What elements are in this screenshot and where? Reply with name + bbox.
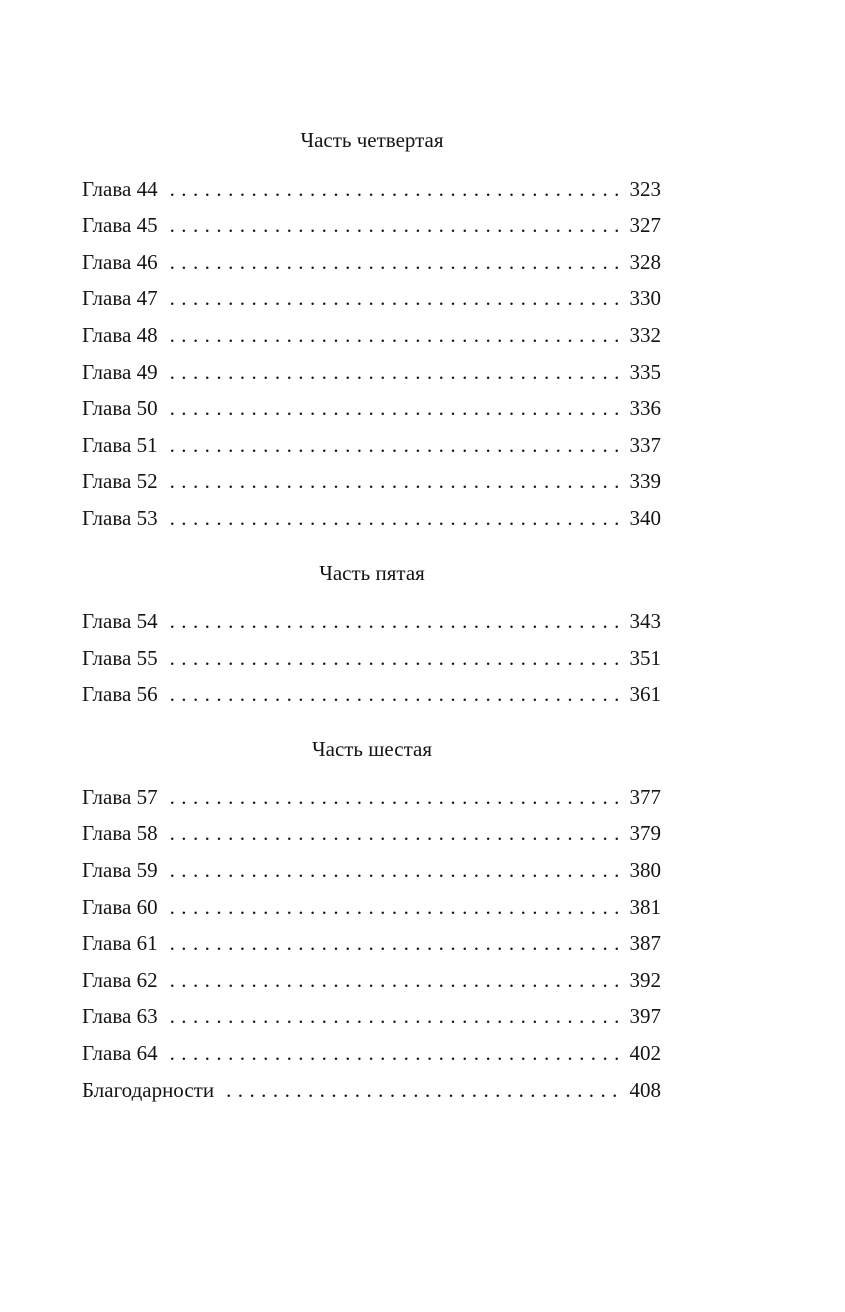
toc-entry-label: Глава 47: [82, 286, 158, 310]
toc-entry-page: 337: [629, 433, 661, 457]
toc-entry[interactable]: [82, 645, 661, 671]
toc-entry-label: Глава 56: [82, 682, 158, 706]
toc-entry-page: 381: [629, 895, 661, 919]
toc-entry-page: 361: [629, 682, 661, 706]
toc-entry[interactable]: [82, 322, 661, 348]
toc-entry-page: 323: [629, 177, 661, 201]
toc-entry-page: 335: [629, 360, 661, 384]
toc-entry-page: 402: [629, 1041, 661, 1065]
dot-leader: [170, 249, 624, 275]
toc-entry-label: Глава 55: [82, 646, 158, 670]
dot-leader: [170, 285, 624, 311]
dot-leader: [170, 505, 624, 531]
toc-entry[interactable]: [82, 857, 661, 883]
toc-entry-label: Глава 52: [82, 469, 158, 493]
toc-entry-page: 397: [629, 1004, 661, 1028]
dot-leader: [170, 645, 624, 671]
toc-entry-page: 380: [629, 858, 661, 882]
toc-entry-page: 379: [629, 821, 661, 845]
toc-entry-label: Глава 63: [82, 1004, 158, 1028]
dot-leader: [170, 322, 624, 348]
toc-entry[interactable]: [82, 285, 661, 311]
toc-entry[interactable]: [82, 212, 661, 238]
toc-entry[interactable]: [82, 468, 661, 494]
toc-entry[interactable]: [82, 608, 661, 634]
toc-entry-label: Глава 61: [82, 931, 158, 955]
toc-entry[interactable]: [82, 432, 661, 458]
toc-entry-page: 340: [629, 506, 661, 530]
toc-entry-page: 336: [629, 396, 661, 420]
toc-entry-page: 377: [629, 785, 661, 809]
dot-leader: [226, 1077, 623, 1103]
toc-entry-label: Глава 59: [82, 858, 158, 882]
dot-leader: [170, 212, 624, 238]
toc-entry-label: Глава 62: [82, 968, 158, 992]
part-title: Часть четвертая: [300, 128, 444, 152]
dot-leader: [170, 820, 624, 846]
dot-leader: [170, 930, 624, 956]
toc-entry-label: Глава 46: [82, 250, 158, 274]
toc-entry-page: 392: [629, 968, 661, 992]
toc-entry-page: 387: [629, 931, 661, 955]
toc-entry-label: Глава 49: [82, 360, 158, 384]
toc-entry[interactable]: [82, 176, 661, 202]
toc-entry-page: 343: [629, 609, 661, 633]
dot-leader: [170, 1040, 624, 1066]
dot-leader: [170, 395, 624, 421]
toc-entry-page: 328: [629, 250, 661, 274]
toc-entry[interactable]: [82, 1040, 661, 1066]
toc-entry[interactable]: [82, 784, 661, 810]
toc-entry-label: Глава 57: [82, 785, 158, 809]
toc-entry-label: Глава 64: [82, 1041, 158, 1065]
dot-leader: [170, 176, 624, 202]
dot-leader: [170, 1003, 624, 1029]
toc-entry-page: 332: [629, 323, 661, 347]
toc-entry[interactable]: [82, 249, 661, 275]
toc-entry[interactable]: [82, 505, 661, 531]
toc-entry-page: 327: [629, 213, 661, 237]
toc-entry[interactable]: [82, 1003, 661, 1029]
toc-entry[interactable]: [82, 930, 661, 956]
toc-entry[interactable]: [82, 820, 661, 846]
toc-entry-label: Глава 48: [82, 323, 158, 347]
dot-leader: [170, 468, 624, 494]
toc-entry-label: Глава 45: [82, 213, 158, 237]
toc-entry[interactable]: [82, 1077, 661, 1103]
toc-entry-label: Глава 44: [82, 177, 158, 201]
part-title: Часть шестая: [311, 737, 433, 761]
dot-leader: [170, 967, 624, 993]
dot-leader: [170, 681, 624, 707]
dot-leader: [170, 432, 624, 458]
part-title: Часть пятая: [319, 561, 425, 585]
dot-leader: [170, 359, 624, 385]
dot-leader: [170, 608, 624, 634]
toc-entry-label: Глава 54: [82, 609, 158, 633]
toc-entry-label: Глава 53: [82, 506, 158, 530]
toc-entry-label: Глава 50: [82, 396, 158, 420]
toc-entry-page: 339: [629, 469, 661, 493]
toc-entry-page: 351: [629, 646, 661, 670]
toc-entry[interactable]: [82, 681, 661, 707]
toc-entry[interactable]: [82, 359, 661, 385]
dot-leader: [170, 857, 624, 883]
toc-entry[interactable]: [82, 395, 661, 421]
toc-entry-label: Глава 51: [82, 433, 158, 457]
toc-entry-page: 408: [629, 1078, 661, 1102]
toc-entry[interactable]: [82, 894, 661, 920]
toc-entry-page: 330: [629, 286, 661, 310]
toc-entry[interactable]: [82, 967, 661, 993]
toc-entry-label: Глава 58: [82, 821, 158, 845]
dot-leader: [170, 784, 624, 810]
toc-entry-label: Глава 60: [82, 895, 158, 919]
dot-leader: [170, 894, 624, 920]
toc-entry-label: Благодарности: [82, 1078, 215, 1102]
